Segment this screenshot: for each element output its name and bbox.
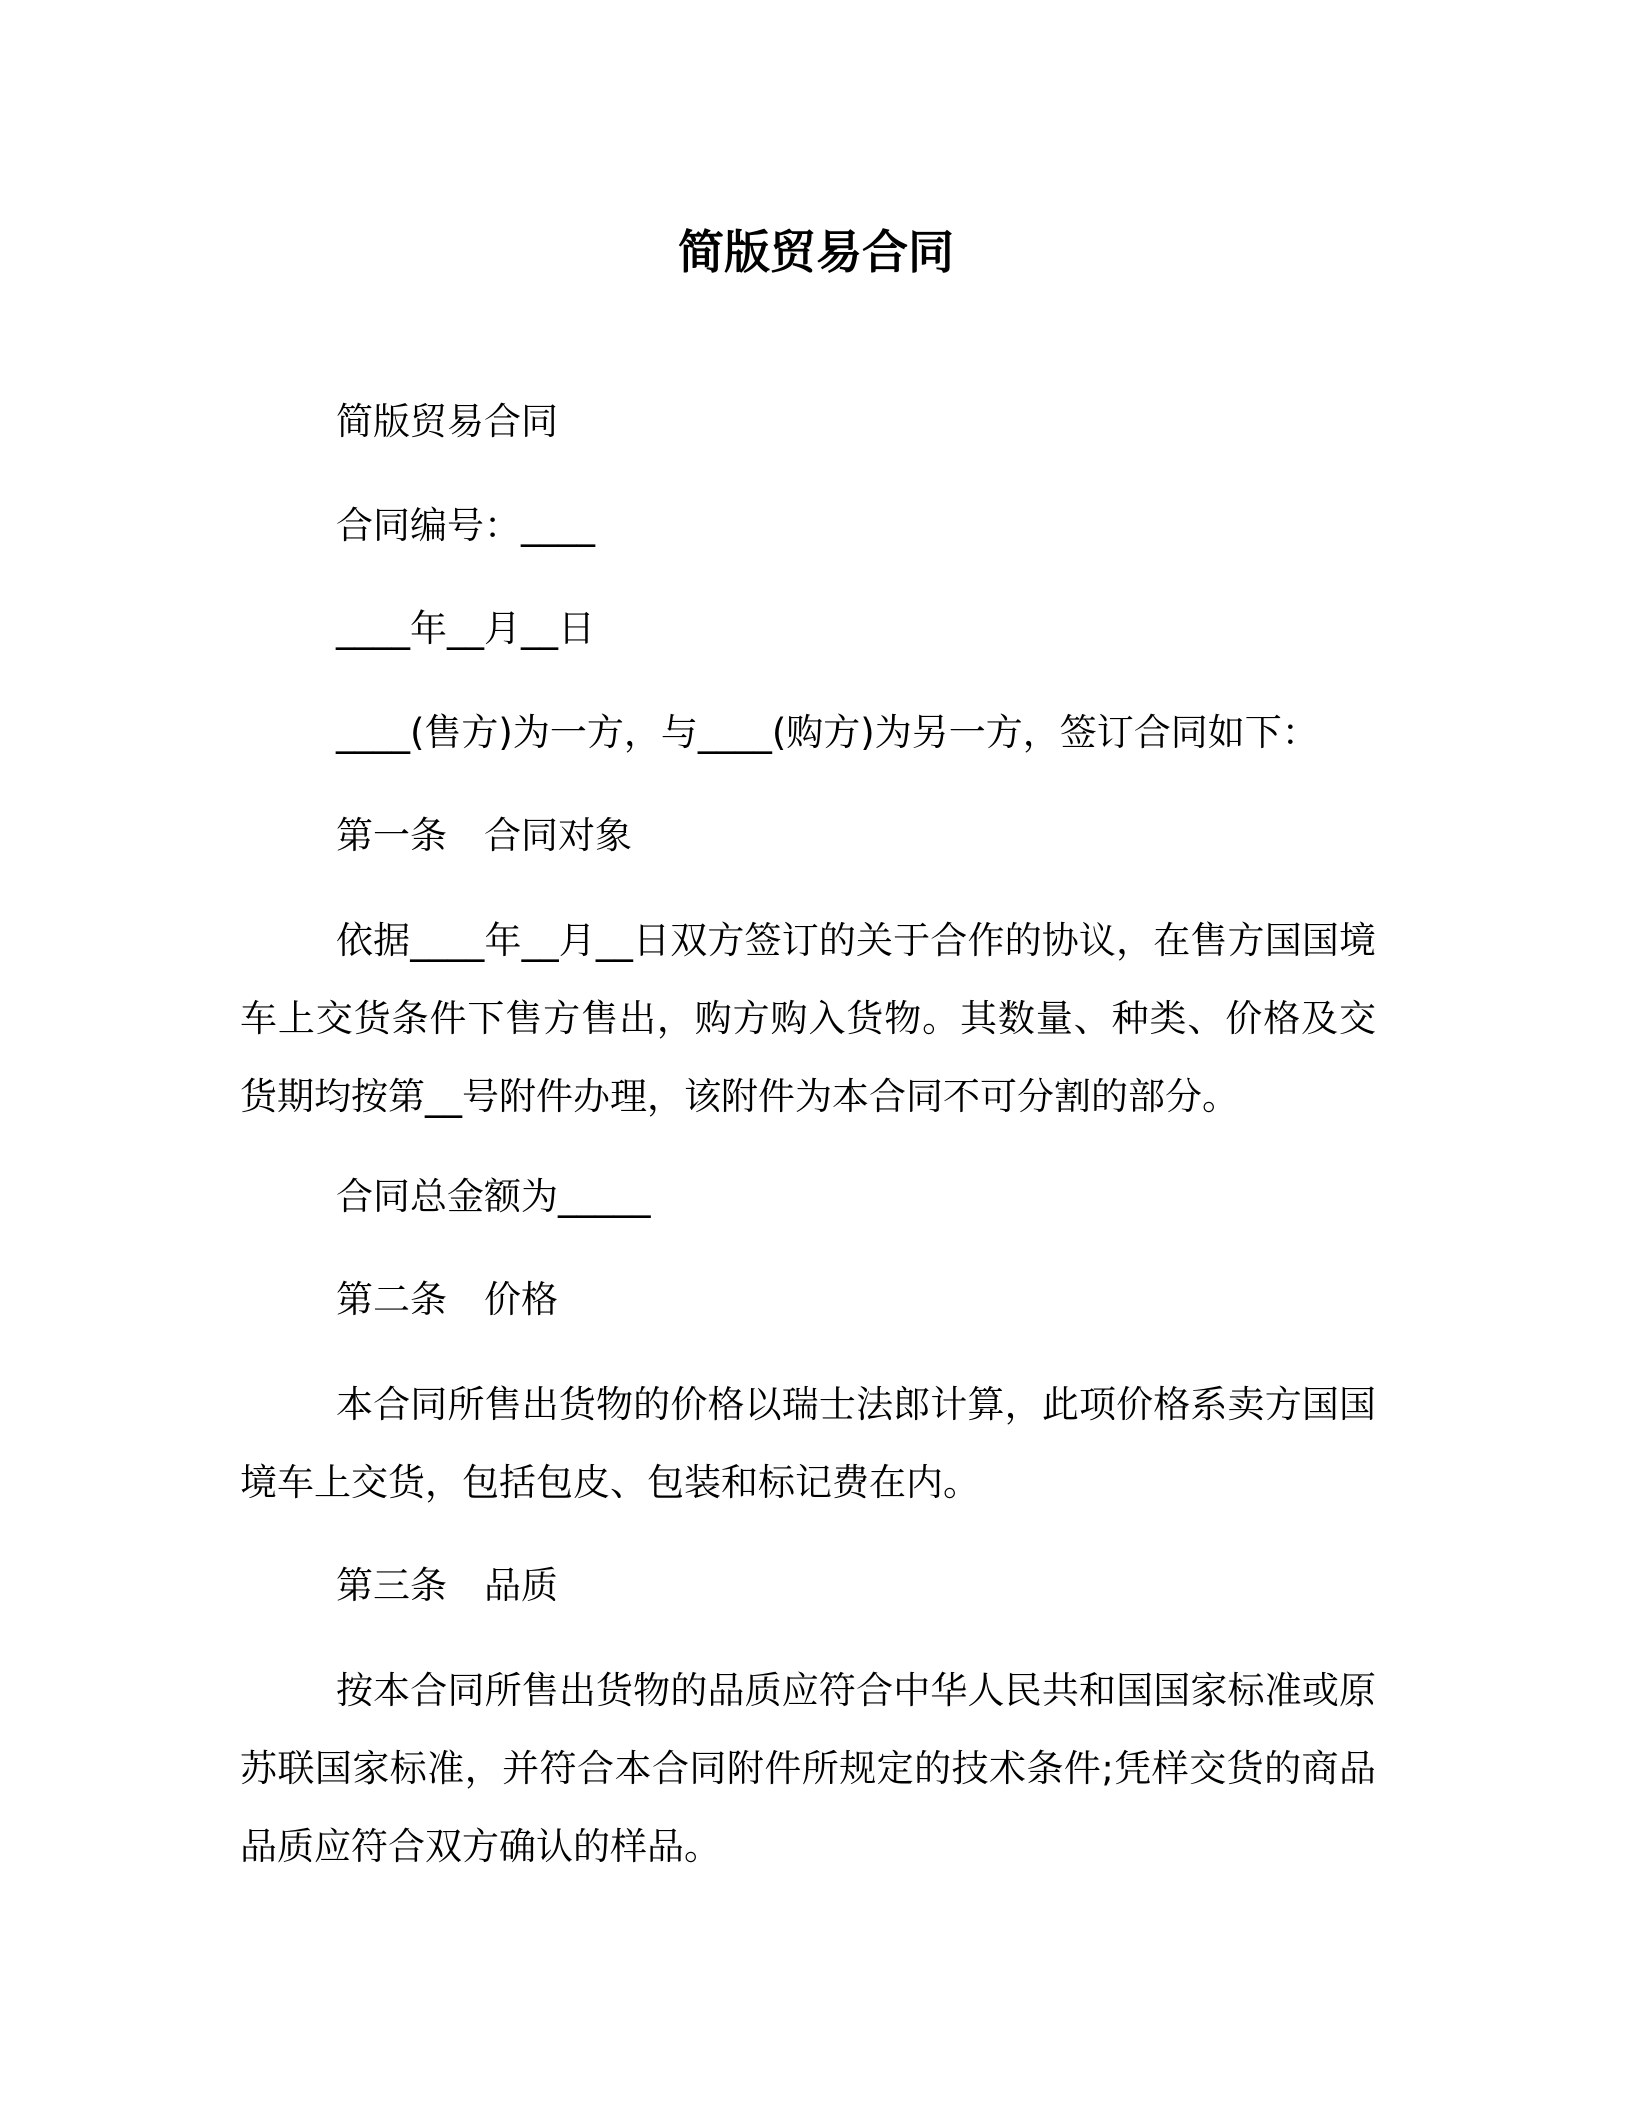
document-subtitle: 简版贸易合同 (336, 400, 558, 443)
article2-heading: 第二条 价格 (336, 1278, 558, 1321)
article3-heading: 第三条 品质 (336, 1564, 558, 1607)
contract-number-line: 合同编号：____ (336, 504, 595, 547)
date-line: ____年__月__日 (336, 607, 595, 650)
document-title: 简版贸易合同 (678, 225, 954, 279)
article1-heading: 第一条 合同对象 (336, 814, 632, 857)
article2-body: 本合同所售出货物的价格以瑞士法郎计算，此项价格系卖方国国境车上交货，包括包皮、包装和标记费在内。 (240, 1383, 1376, 1504)
article3-body: 按本合同所售出货物的品质应符合中华人民共和国国家标准或原苏联国家标准，并符合本合同附件所规定的技术条件;凭样交货的商品品质应符合双方确认的样品。 (240, 1669, 1376, 1868)
total-amount-line: 合同总金额为_____ (336, 1175, 651, 1218)
article1-body: 依据____年__月__日双方签订的关于合作的协议，在售方国国境车上交货条件下售方售出，购方购入货物。其数量、种类、价格及交货期均按第__号附件办理，该附件为本合同不可分割的部分。 (240, 919, 1376, 1118)
parties-line: ____(售方)为一方，与____(购方)为另一方，签订合同如下： (336, 711, 1319, 754)
